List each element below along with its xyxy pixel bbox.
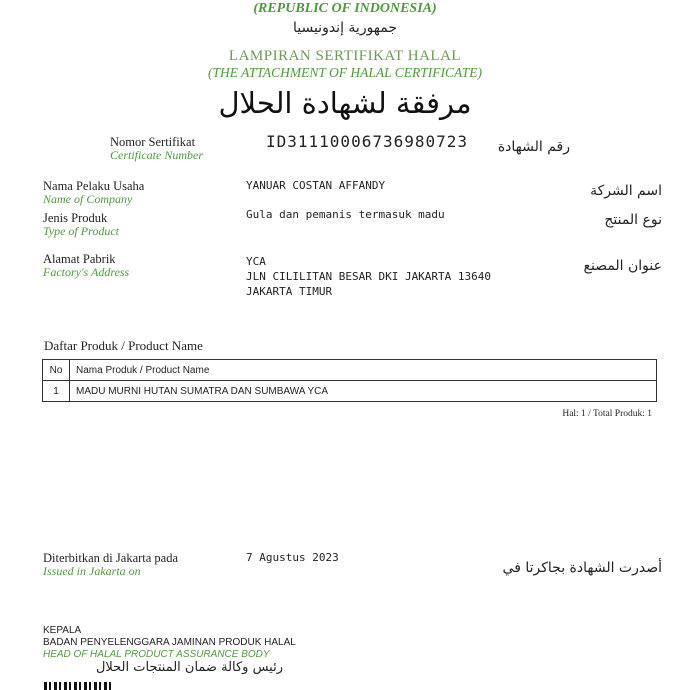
certificate-number-value: ID31110006736980723 [266,132,469,151]
issued-date: 7 Agustus 2023 [246,551,339,564]
product-row-no: 1 [43,381,70,402]
product-type-value: Gula dan pemanis termasuk madu [246,208,445,221]
certificate-number-label [110,135,203,162]
qr-code [44,682,114,690]
product-type-label-arabic: نوع المنتج [604,212,662,228]
certificate-number-label-en: Certificate Number [110,148,203,162]
certificate-number-label-id: Nomor Sertifikat [110,135,196,149]
product-type-label-en: Type of Product [43,224,119,238]
signature-body-en: HEAD OF HALAL PRODUCT ASSURANCE BODY [43,649,270,660]
company-label-en: Name of Company [43,192,133,206]
factory-address-label-en: Factory's Address [43,265,130,279]
factory-address-label-arabic: عنوان المصنع [583,258,662,274]
signature-title: KEPALA [43,625,82,636]
republic-title: (REPUBLIC OF INDONESIA) [253,1,437,16]
factory-address-value [246,254,491,299]
certificate-number-label-arabic: رقم الشهادة [497,139,570,155]
factory-address-line: YCA [246,255,266,268]
factory-address-label-id: Alamat Pabrik [43,252,116,266]
signature-body: BADAN PENYELENGGARA JAMINAN PRODUK HALAL [43,637,296,648]
page-total-info: Hal: 1 / Total Produk: 1 [562,409,652,419]
arabic-document-title: مرفقة لشهادة الحلال [218,86,472,120]
product-type-label-id: Jenis Produk [43,211,108,225]
factory-address-line: JAKARTA TIMUR [246,285,333,298]
company-label-id: Nama Pelaku Usaha [43,179,145,193]
company-label-arabic: اسم الشركة [590,183,662,199]
product-type-label [43,211,119,238]
column-header-product-name: Nama Produk / Product Name [70,360,657,381]
signature-body-arabic: رئيس وكالة ضمان المنتجات الحلال [95,660,283,675]
factory-address-label [43,252,129,279]
issued-label [43,551,178,578]
column-header-no: No [43,360,70,381]
issued-label-arabic: أصدرت الشهادة بجاكرتا في [502,560,662,576]
table-row [43,381,657,402]
table-header-row [43,360,657,381]
signature-block [43,625,296,661]
attachment-title: (THE ATTACHMENT OF HALAL CERTIFICATE) [207,65,483,80]
lampiran-title: LAMPIRAN SERTIFIKAT HALAL [228,48,462,64]
company-value: YANUAR COSTAN AFFANDY [246,179,386,192]
factory-address-line: JLN CILILITAN BESAR DKI JAKARTA 13640 [246,270,492,283]
issued-label-en: Issued in Jakarta on [43,564,141,578]
product-list-heading: Daftar Produk / Product Name [44,338,203,353]
issued-label-id: Diterbitkan di Jakarta pada [43,551,179,565]
company-label [43,179,144,206]
product-table [42,359,657,402]
product-row-name: MADU MURNI HUTAN SUMATRA DAN SUMBAWA YCA [70,381,657,402]
republic-title-arabic: جمهورية إندونيسيا [292,20,398,36]
